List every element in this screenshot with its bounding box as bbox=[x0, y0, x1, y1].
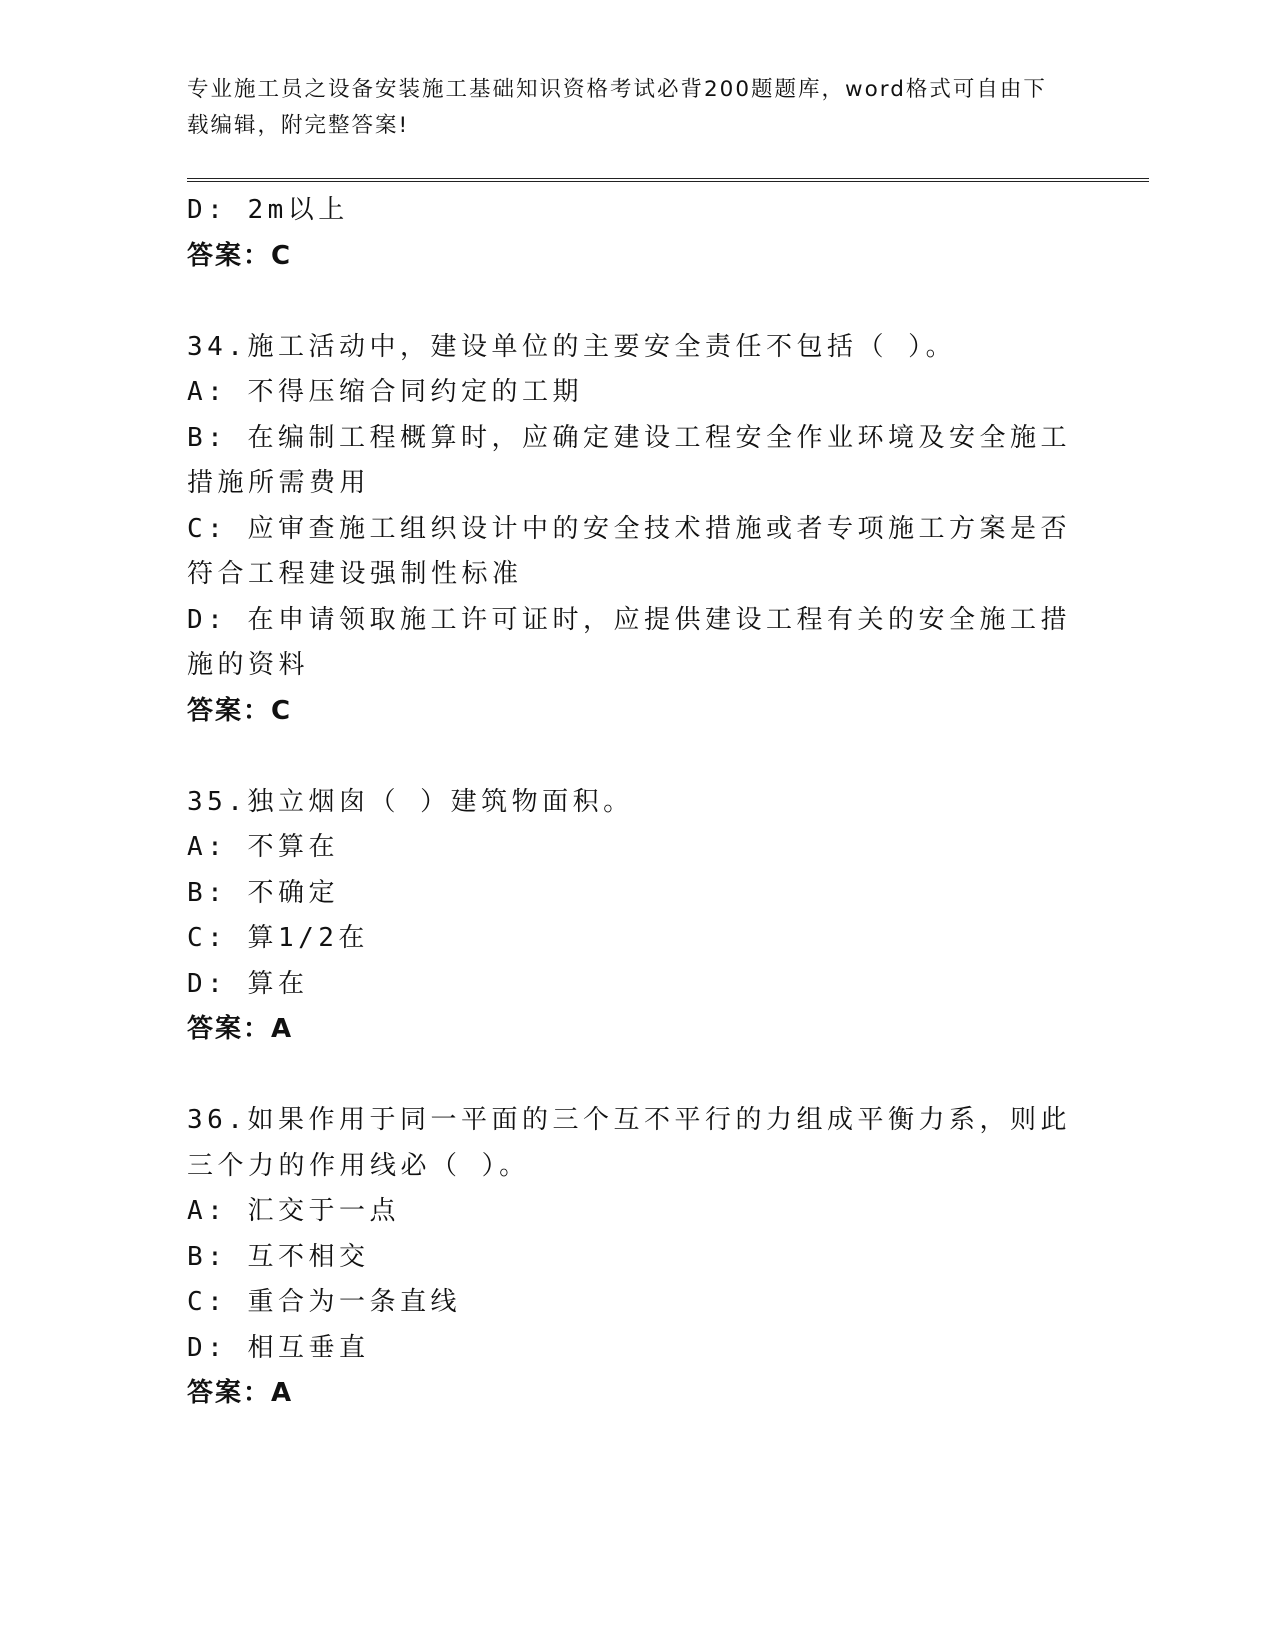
spacer bbox=[187, 1053, 1087, 1099]
option-c: C: 应审查施工组织设计中的安全技术措施或者专项施工方案是否符合工程建设强制性标准 bbox=[187, 513, 1071, 589]
option-b: B: 在编制工程概算时，应确定建设工程安全作业环境及安全施工措施所需费用 bbox=[187, 422, 1071, 498]
question-34 bbox=[187, 325, 1087, 735]
option-b: B: 互不相交 bbox=[187, 1241, 370, 1272]
question-stem: 34.施工活动中，建设单位的主要安全责任不包括（ ）。 bbox=[187, 331, 957, 362]
answer-line: 答案：A bbox=[187, 1014, 294, 1044]
spacer bbox=[187, 734, 1087, 780]
option-b: B: 不确定 bbox=[187, 877, 339, 908]
option-d: D: 2m以上 bbox=[187, 195, 349, 225]
page-header: 专业施工员之设备安装施工基础知识资格考试必背200题题库，word格式可自由下载编辑，附完整答案! bbox=[187, 77, 1047, 138]
answer-line: 答案：C bbox=[187, 240, 293, 271]
answer-line: 答案：A bbox=[187, 1378, 294, 1408]
option-c: C: 算1/2在 bbox=[187, 923, 369, 953]
question-stem: 36.如果作用于同一平面的三个互不平行的力组成平衡力系，则此三个力的作用线必（ ）。 bbox=[187, 1105, 1071, 1181]
question-35 bbox=[187, 780, 1087, 1053]
option-d: D: 相互垂直 bbox=[187, 1332, 370, 1363]
option-a: A: 不算在 bbox=[187, 832, 339, 862]
previous-question-tail bbox=[187, 188, 1087, 279]
answer-line: 答案：C bbox=[187, 695, 293, 726]
spacer bbox=[187, 279, 1087, 325]
option-d: D: 在申请领取施工许可证时，应提供建设工程有关的安全施工措施的资料 bbox=[187, 604, 1071, 680]
document-body bbox=[187, 188, 1087, 1417]
header-divider bbox=[187, 178, 1149, 182]
option-c: C: 重合为一条直线 bbox=[187, 1287, 461, 1317]
question-36 bbox=[187, 1098, 1087, 1417]
option-a: A: 汇交于一点 bbox=[187, 1196, 400, 1226]
question-stem: 35.独立烟囱（ ）建筑物面积。 bbox=[187, 786, 634, 817]
option-a: A: 不得压缩合同约定的工期 bbox=[187, 377, 583, 407]
option-d: D: 算在 bbox=[187, 968, 309, 999]
